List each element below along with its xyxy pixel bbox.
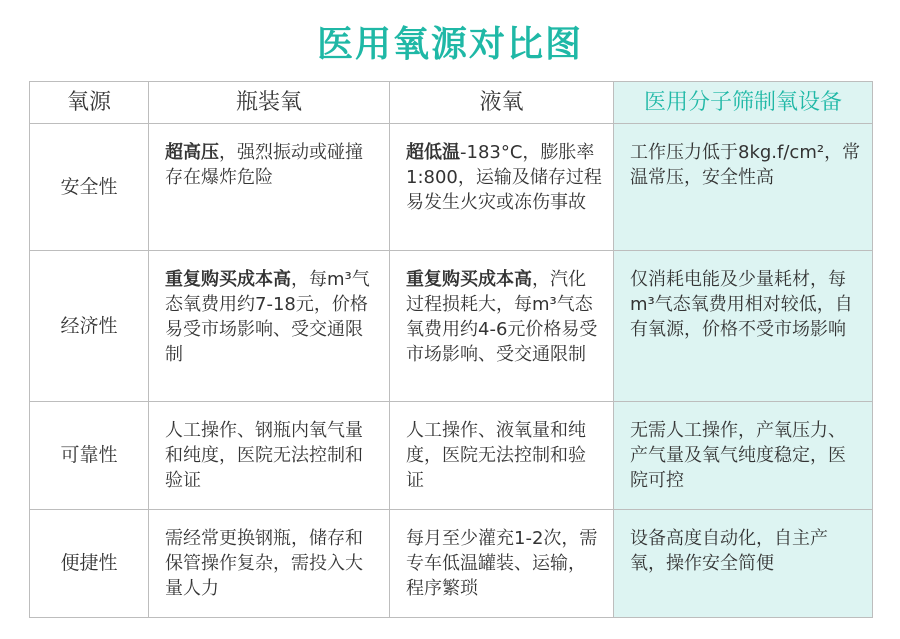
row-label-reliability: 可靠性 [30,402,149,510]
header-liquid-oxygen: 液氧 [390,82,614,124]
cell-reliability-sieve: 无需人工操作，产氧压力、产气量及氧气纯度稳定，医院可控 [614,402,873,510]
header-row [30,82,873,124]
cell-economy-sieve: 仅消耗电能及少量耗材，每m³气态氧费用相对较低，自有氧源，价格不受市场影响 [614,251,873,402]
cell-text: ，每m³气态氧费用约7-18元，价格易受市场影响、受交通限制 [165,269,370,365]
row-label-safety: 安全性 [30,124,149,251]
cell-safety-bottle [149,124,390,251]
cell-emphasis: 超低温 [406,142,460,163]
cell-text: ，强烈振动或碰撞存在爆炸危险 [165,142,363,188]
table-row-convenience [30,510,873,618]
cell-emphasis: 重复购买成本高 [406,269,532,290]
cell-safety-sieve: 工作压力低于8kg.f/cm²，常温常压，安全性高 [614,124,873,251]
cell-text: ，汽化过程损耗大，每m³气态氧费用约4-6元价格易受市场影响、受交通限制 [406,269,598,365]
cell-emphasis: 重复购买成本高 [165,269,291,290]
page-title: 医用氧源对比图 [316,24,583,65]
cell-economy-liquid [390,251,614,402]
cell-convenience-liquid: 每月至少灌充1-2次，需专车低温罐装、运输，程序繁琐 [390,510,614,618]
table-row-reliability [30,402,873,510]
header-source: 氧源 [30,82,149,124]
comparison-table [29,81,873,618]
cell-safety-liquid [390,124,614,251]
cell-emphasis: 超高压 [165,142,219,163]
header-molecular-sieve: 医用分子筛制氧设备 [614,82,873,124]
cell-reliability-bottle: 人工操作、钢瓶内氧气量和纯度，医院无法控制和验证 [149,402,390,510]
row-label-economy: 经济性 [30,251,149,402]
cell-economy-bottle [149,251,390,402]
table-row-safety [30,124,873,251]
cell-convenience-bottle: 需经常更换钢瓶，储存和保管操作复杂，需投入大量人力 [149,510,390,618]
header-bottle-oxygen: 瓶装氧 [149,82,390,124]
row-label-convenience: 便捷性 [30,510,149,618]
cell-convenience-sieve: 设备高度自动化，自主产氧，操作安全简便 [614,510,873,618]
cell-text: -183°C，膨胀率1:800，运输及储存过程易发生火灾或冻伤事故 [406,142,602,213]
cell-reliability-liquid: 人工操作、液氧量和纯度，医院无法控制和验证 [390,402,614,510]
table-row-economy [30,251,873,402]
